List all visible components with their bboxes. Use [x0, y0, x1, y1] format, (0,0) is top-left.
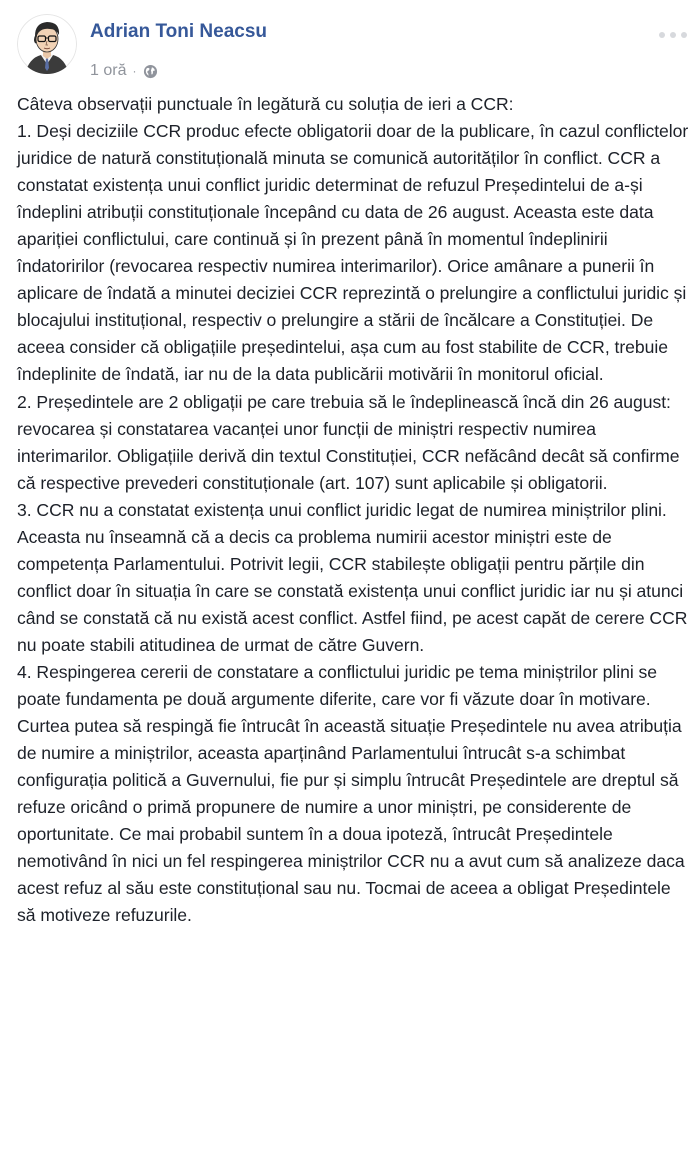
globe-icon[interactable] [143, 64, 158, 79]
avatar[interactable] [17, 14, 77, 74]
author-name[interactable]: Adrian Toni Neacsu [90, 21, 268, 42]
more-horizontal-icon [659, 32, 665, 38]
post-paragraph: 2. Președintele are 2 obligații pe care trebuia să le îndeplinească încă din 26 august: revocarea și constatarea vacanței unor funcții de miniștri respectiv numirea interimarilor. Obligațiile derivă din textul Constituției, CCR nefăcând decât să confirme că respective prevederi constituționale (art. 107) sunt aplicabile și obligatorii. [17, 391, 680, 493]
post-text [17, 91, 689, 929]
post-meta [90, 61, 158, 81]
more-options-button[interactable] [659, 28, 687, 42]
post-paragraph: 3. CCR nu a constatat existența unui conflict juridic legat de numirea miniștrilor plini. Aceasta nu înseamnă că a decis ca problema numirii acestor miniștri este de competența Parlamentului. Potrivit legii, CCR stabilește obligații pentru părțile din conflict doar în situația în care se constată existența unui conflict juridic iar nu și atunci când se constată că nu există acest conflict. Astfel fiind, pe acest capăt de cerere CCR nu poate stabili atitudinea de urmat de către Guvern. [17, 499, 688, 655]
post-header [17, 14, 687, 79]
post-paragraph: Câteva observații punctuale în legătură cu soluția de ieri a CCR: [17, 94, 514, 114]
post-paragraph: 1. Deși deciziile CCR produc efecte obligatorii doar de la publicare, în cazul conflictelor juridice de natură constituțională minuta se comunică autorităților în conflict. CCR a constatat existența unui conflict juridic determinat de refuzul Președintelui de a-și îndeplini atribuții constituționale începând cu data de 26 august. Aceasta este data apariției conflictului, care continuă și în prezent până în momentul îndeplinirii îndatoririlor (revocarea respectiv numirea interimarilor). Orice amânare a punerii în aplicare de îndată a minutei deciziei CCR reprezintă o prelungire a conflictului juridic și blocajului instituțional, respectiv o prelungire a stării de încălcare a Constituției. De aceea consider că obligațiile președintelui, așa cum au fost stabilite de CCR, trebuie îndeplinite de îndată, iar nu de la data publicării motivării în monitorul oficial. [17, 121, 689, 385]
post-timestamp[interactable]: 1 oră [90, 62, 127, 79]
post-paragraph: 4. Respingerea cererii de constatare a conflictului juridic pe tema miniștrilor plini se poate fundamenta pe două argumente diferite, care vor fi văzute doar în motivare. Curtea putea să respingă fie întrucât în această situație Președintele nu avea atribuția de numire a miniștrilor, aceasta aparținând Parlamentului întrucât s-a schimbat configurația politică a Guvernului, fie pur și simplu întrucât Președintele are dreptul să refuze oricând o primă propunere de numire a unor miniștri, pe considerente de oportunitate. Ce mai probabil suntem în a doua ipoteză, întrucât Președintele nemotivând în nici un fel respingerea miniștrilor CCR nu a avut cum să analizeze daca acest refuz al său este constituțional sau nu. Tocmai de aceea a obligat Președintele să motiveze refuzurile. [17, 661, 685, 926]
caricature-avatar-icon [17, 14, 77, 74]
separator-dot: · [132, 64, 137, 78]
